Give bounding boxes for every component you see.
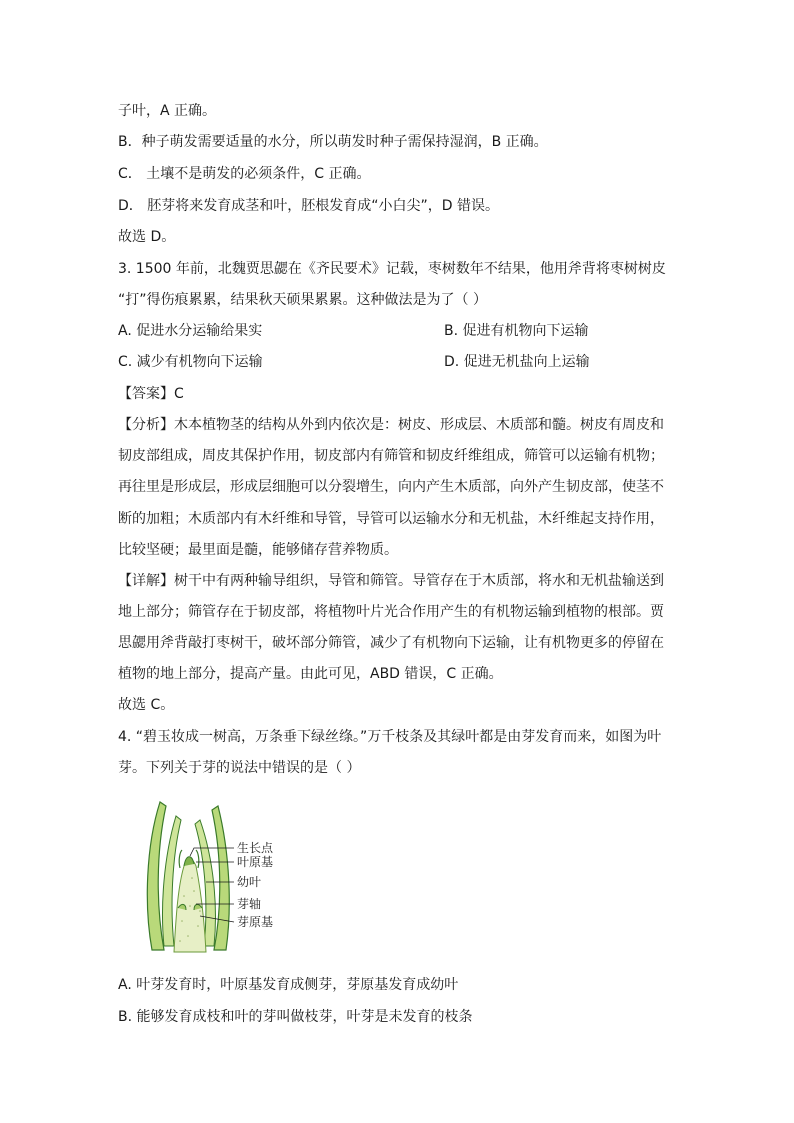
q3-analysis-line: 比较坚硬；最里面是髓，能够储存营养物质。	[118, 542, 398, 558]
label-young-leaf: 幼叶	[237, 875, 262, 889]
q3-analysis-line: 断的加粗；木质部内有木纤维和导管，导管可以运输水分和无机盐，木纤维起支持作用，	[118, 511, 664, 527]
q3-detail-line: 地上部分；筛管存在于韧皮部，将植物叶片光合作用产生的有机物运输到植物的根部。贾	[118, 604, 664, 620]
text-line: 故选 D。	[118, 229, 176, 245]
label-bud-primordium: 芽原基	[237, 915, 274, 929]
q3-analysis-line: 再往里是形成层，形成层细胞可以分裂增生，向内产生木质部，向外产生韧皮部，使茎不	[118, 479, 664, 495]
leaf-bud-diagram	[134, 796, 314, 958]
q3-answer: 【答案】C	[118, 386, 184, 402]
text-line: 子叶，A 正确。	[118, 103, 217, 119]
leaf-bud-illustration	[134, 796, 314, 958]
text-line: D． 胚芽将来发育成茎和叶，胚根发育成“小白尖”，D 错误。	[118, 198, 499, 214]
q3-option-a: A. 促进水分运输给果实	[118, 323, 263, 339]
q4-option-b: B. 能够发育成枝和叶的芽叫做枝芽，叶芽是未发育的枝条	[118, 1009, 473, 1025]
q3-option-d: D. 促进无机盐向上运输	[444, 354, 590, 370]
text-line: C． 土壤不是萌发的必须条件，C 正确。	[118, 166, 371, 182]
text-line: B．种子萌发需要适量的水分，所以萌发时种子需保持湿润，B 正确。	[118, 134, 548, 150]
label-bud-axis: 芽轴	[237, 897, 262, 911]
q3-detail-line: 思勰用斧背敲打枣树干，破坏部分筛管，减少了有机物向下运输，让有机物更多的停留在	[118, 635, 664, 651]
q4-option-a: A. 叶芽发育时，叶原基发育成侧芽，芽原基发育成幼叶	[118, 977, 459, 993]
question-3-stem: “打”得伤痕累累，结果秋天硕果累累。这种做法是为了（ ）	[118, 292, 487, 308]
leaf-primordium-left	[179, 850, 182, 868]
q3-analysis-line: 韧皮部组成，周皮其保护作用，韧皮部内有筛管和韧皮纤维组成，筛管可以运输有机物；	[118, 448, 664, 464]
q3-detail-line: 【详解】树干中有两种输导组织，导管和筛管。导管存在于木质部，将水和无机盐输送到	[118, 573, 664, 589]
question-4-stem: 4. “碧玉妆成一树高，万条垂下绿丝绦。”万千枝条及其绿叶都是由芽发育而来，如图为叶	[118, 729, 662, 745]
q3-analysis-line: 【分析】木本植物茎的结构从外到内依次是：树皮、形成层、木质部和髓。树皮有周皮和	[118, 417, 664, 433]
question-4-stem: 芽。下列关于芽的说法中错误的是（ ）	[118, 760, 361, 776]
label-leaf-primordium: 叶原基	[237, 855, 274, 869]
q3-detail-line: 植物的地上部分，提高产量。由此可见，ABD 错误，C 正确。	[118, 666, 503, 682]
label-growing-point: 生长点	[237, 841, 274, 855]
q3-conclusion: 故选 C。	[118, 697, 175, 713]
leaf-primordium-right	[196, 850, 199, 868]
q3-option-b: B. 促进有机物向下运输	[444, 323, 589, 339]
question-3-stem: 3. 1500 年前，北魏贾思勰在《齐民要术》记载，枣树数年不结果，他用斧背将枣树树皮	[118, 261, 666, 277]
q3-option-c: C. 减少有机物向下运输	[118, 354, 263, 370]
